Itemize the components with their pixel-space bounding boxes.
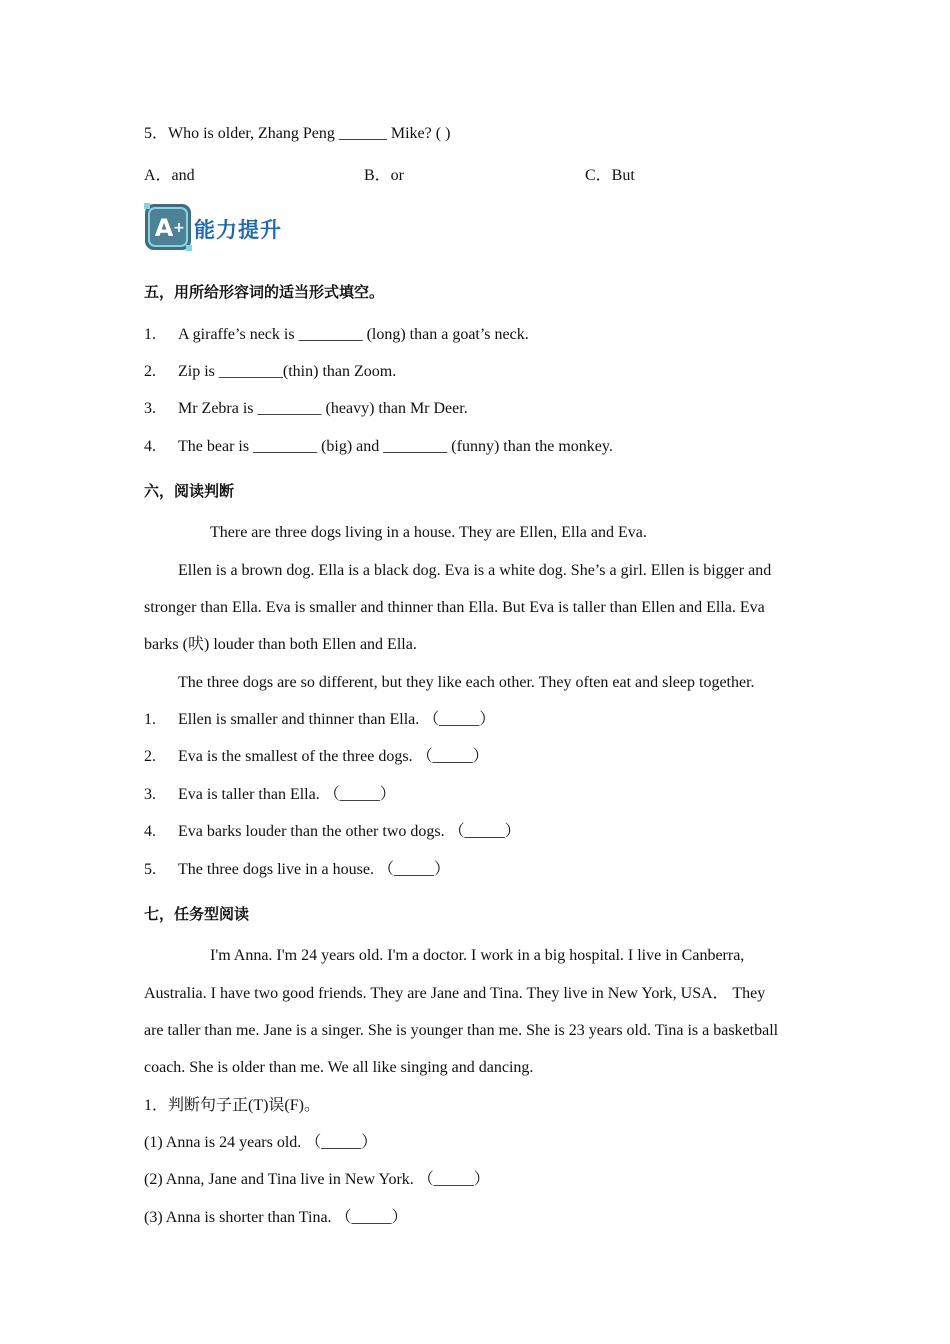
passage-line: coach. She is older than me. We all like singing and dancing. xyxy=(144,1059,534,1076)
item-text: Eva barks louder than the other two dogs. （_____） xyxy=(178,823,521,840)
item-text: Eva is taller than Ella. （_____） xyxy=(178,786,396,803)
item-text: Ellen is smaller and thinner than Ella. （_____） xyxy=(178,711,496,728)
list-item xyxy=(144,399,468,419)
item-number: 3. xyxy=(144,400,156,417)
item-number: 1. xyxy=(144,326,156,343)
option-b: B．or xyxy=(364,167,405,184)
list-item xyxy=(144,747,489,767)
passage-line: There are three dogs living in a house. They are Ellen, Ella and Eva. xyxy=(210,524,647,541)
list-item: (3) Anna is shorter than Tina. （_____） xyxy=(144,1209,408,1226)
passage-line: barks (吠) louder than both Ellen and Ella. xyxy=(144,636,417,653)
list-item xyxy=(144,325,529,345)
list-item xyxy=(144,785,396,805)
item-number: 5. xyxy=(144,861,156,878)
list-item xyxy=(144,710,495,730)
item-text: The bear is ________ (big) and ________ (funny) than the monkey. xyxy=(178,438,613,455)
item-number: 3. xyxy=(144,786,156,803)
list-item xyxy=(144,437,613,457)
passage-line: stronger than Ella. Eva is smaller and thinner than Ella. But Eva is taller than Ellen and Ella. Eva xyxy=(144,599,765,616)
list-item: (1) Anna is 24 years old. （_____） xyxy=(144,1134,378,1151)
passage-line: Ellen is a brown dog. Ella is a black dog. Eva is a white dog. She’s a girl. Ellen is bigger and xyxy=(178,562,772,579)
item-text: The three dogs live in a house. （_____） xyxy=(178,861,450,878)
svg-text:A: A xyxy=(154,214,174,242)
item-text: Mr Zebra is ________ (heavy) than Mr Deer. xyxy=(178,400,468,417)
item-text: Zip is ________(thin) than Zoom. xyxy=(178,363,397,380)
item-number: 2. xyxy=(144,363,156,380)
list-item xyxy=(144,822,521,842)
section-6-heading: 六，阅读判断 xyxy=(144,482,235,500)
a-plus-badge-icon xyxy=(144,203,192,251)
item-number: 4. xyxy=(144,438,156,455)
section-badge-title: 能力提升 xyxy=(194,218,282,242)
item-number: 4. xyxy=(144,823,156,840)
section-7-heading: 七，任务型阅读 xyxy=(144,905,250,923)
passage-line: are taller than me. Jane is a singer. She is younger than me. She is 23 years old. Tina is a basketball xyxy=(144,1022,779,1039)
item-number: 1. xyxy=(144,711,156,728)
list-item: (2) Anna, Jane and Tina live in New York. （_____） xyxy=(144,1171,490,1188)
item-text: Eva is the smallest of the three dogs. （_____） xyxy=(178,748,489,765)
list-item xyxy=(144,362,396,382)
passage-line: The three dogs are so different, but they like each other. They often eat and sleep together. xyxy=(178,674,755,691)
item-number: 2. xyxy=(144,748,156,765)
list-item xyxy=(144,860,450,880)
svg-text:+: + xyxy=(173,220,185,236)
task-title: 1．判断句子正(T)误(F)。 xyxy=(144,1097,320,1114)
question-5-stem: 5．Who is older, Zhang Peng ______ Mike? ( ) xyxy=(144,125,451,142)
passage-line: Australia. I have two good friends. They are Jane and Tina. They live in New York, USA． They xyxy=(144,985,766,1002)
item-text: A giraffe’s neck is ________ (long) than a goat’s neck. xyxy=(178,326,529,343)
passage-line: I'm Anna. I'm 24 years old. I'm a doctor. I work in a big hospital. I live in Canberra, xyxy=(210,947,745,964)
section-5-heading: 五，用所给形容词的适当形式填空。 xyxy=(144,283,385,301)
option-c: C．But xyxy=(585,167,635,184)
option-a: A．and xyxy=(144,167,195,184)
